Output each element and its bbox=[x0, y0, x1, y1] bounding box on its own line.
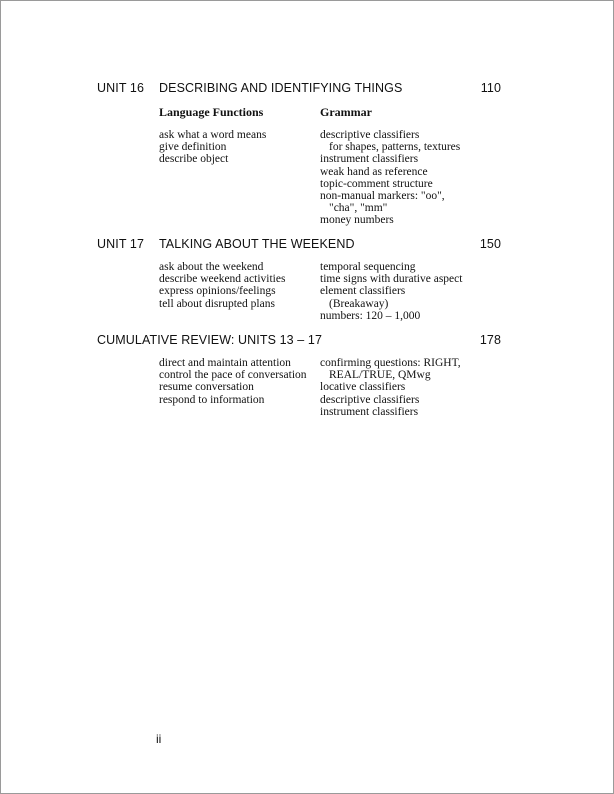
unit-17-heading bbox=[97, 237, 501, 253]
unit-16-page-number: 110 bbox=[480, 81, 501, 95]
list-item: "cha", "mm" bbox=[329, 202, 388, 215]
unit-17-title: TALKING ABOUT THE WEEKEND bbox=[159, 237, 355, 251]
list-item: descriptive classifiers bbox=[320, 129, 420, 141]
list-item: ask what a word means bbox=[159, 129, 267, 141]
cumulative-review-page-number: 178 bbox=[479, 333, 501, 347]
list-item: describe weekend activities bbox=[159, 273, 286, 286]
cumulative-review-title: CUMULATIVE REVIEW: UNITS 13 – 17 bbox=[97, 333, 323, 347]
list-item: resume conversation bbox=[159, 381, 254, 394]
list-item: respond to information bbox=[159, 393, 265, 406]
list-item: temporal sequencing bbox=[320, 261, 416, 273]
unit-16-functions-list bbox=[159, 129, 266, 166]
list-item: instrument classifiers bbox=[320, 153, 419, 166]
unit-17-functions-list bbox=[159, 261, 285, 310]
review-grammar-list bbox=[320, 357, 461, 418]
list-item: element classifiers bbox=[320, 285, 406, 298]
list-item: give definition bbox=[159, 141, 227, 154]
list-item: ask about the weekend bbox=[159, 261, 264, 273]
unit-16-title: DESCRIBING AND IDENTIFYING THINGS bbox=[159, 81, 403, 95]
list-item: money numbers bbox=[320, 214, 394, 227]
list-item: direct and maintain attention bbox=[159, 357, 291, 369]
list-item: confirming questions: RIGHT, bbox=[320, 357, 461, 369]
list-item: time signs with durative aspect bbox=[320, 273, 463, 286]
unit-17-grammar-list bbox=[320, 261, 462, 322]
list-item: locative classifiers bbox=[320, 381, 406, 394]
list-item: tell about disrupted plans bbox=[159, 297, 275, 310]
review-functions-list bbox=[159, 357, 307, 406]
list-item: numbers: 120 – 1,000 bbox=[320, 309, 421, 322]
list-item: REAL/TRUE, QMwg bbox=[329, 369, 431, 382]
list-item: express opinions/feelings bbox=[159, 285, 276, 298]
list-item: descriptive classifiers bbox=[320, 393, 420, 406]
list-item: describe object bbox=[159, 153, 229, 166]
unit-16-grammar-list bbox=[320, 129, 460, 227]
list-item: instrument classifiers bbox=[320, 405, 419, 418]
unit-17-label: UNIT 17 bbox=[97, 237, 145, 251]
list-item: for shapes, patterns, textures bbox=[329, 141, 461, 154]
list-item: weak hand as reference bbox=[320, 165, 428, 178]
list-item: non-manual markers: "oo", bbox=[320, 190, 445, 203]
list-item: control the pace of conversation bbox=[159, 369, 307, 382]
unit-16-heading bbox=[97, 81, 501, 97]
list-item: (Breakaway) bbox=[329, 297, 389, 310]
list-item: topic-comment structure bbox=[320, 177, 433, 190]
unit-17-page-number: 150 bbox=[479, 237, 501, 251]
unit-16-label: UNIT 16 bbox=[97, 81, 145, 95]
grammar-header: Grammar bbox=[320, 105, 372, 119]
language-functions-header: Language Functions bbox=[159, 105, 264, 119]
page-number: ii bbox=[156, 732, 162, 746]
